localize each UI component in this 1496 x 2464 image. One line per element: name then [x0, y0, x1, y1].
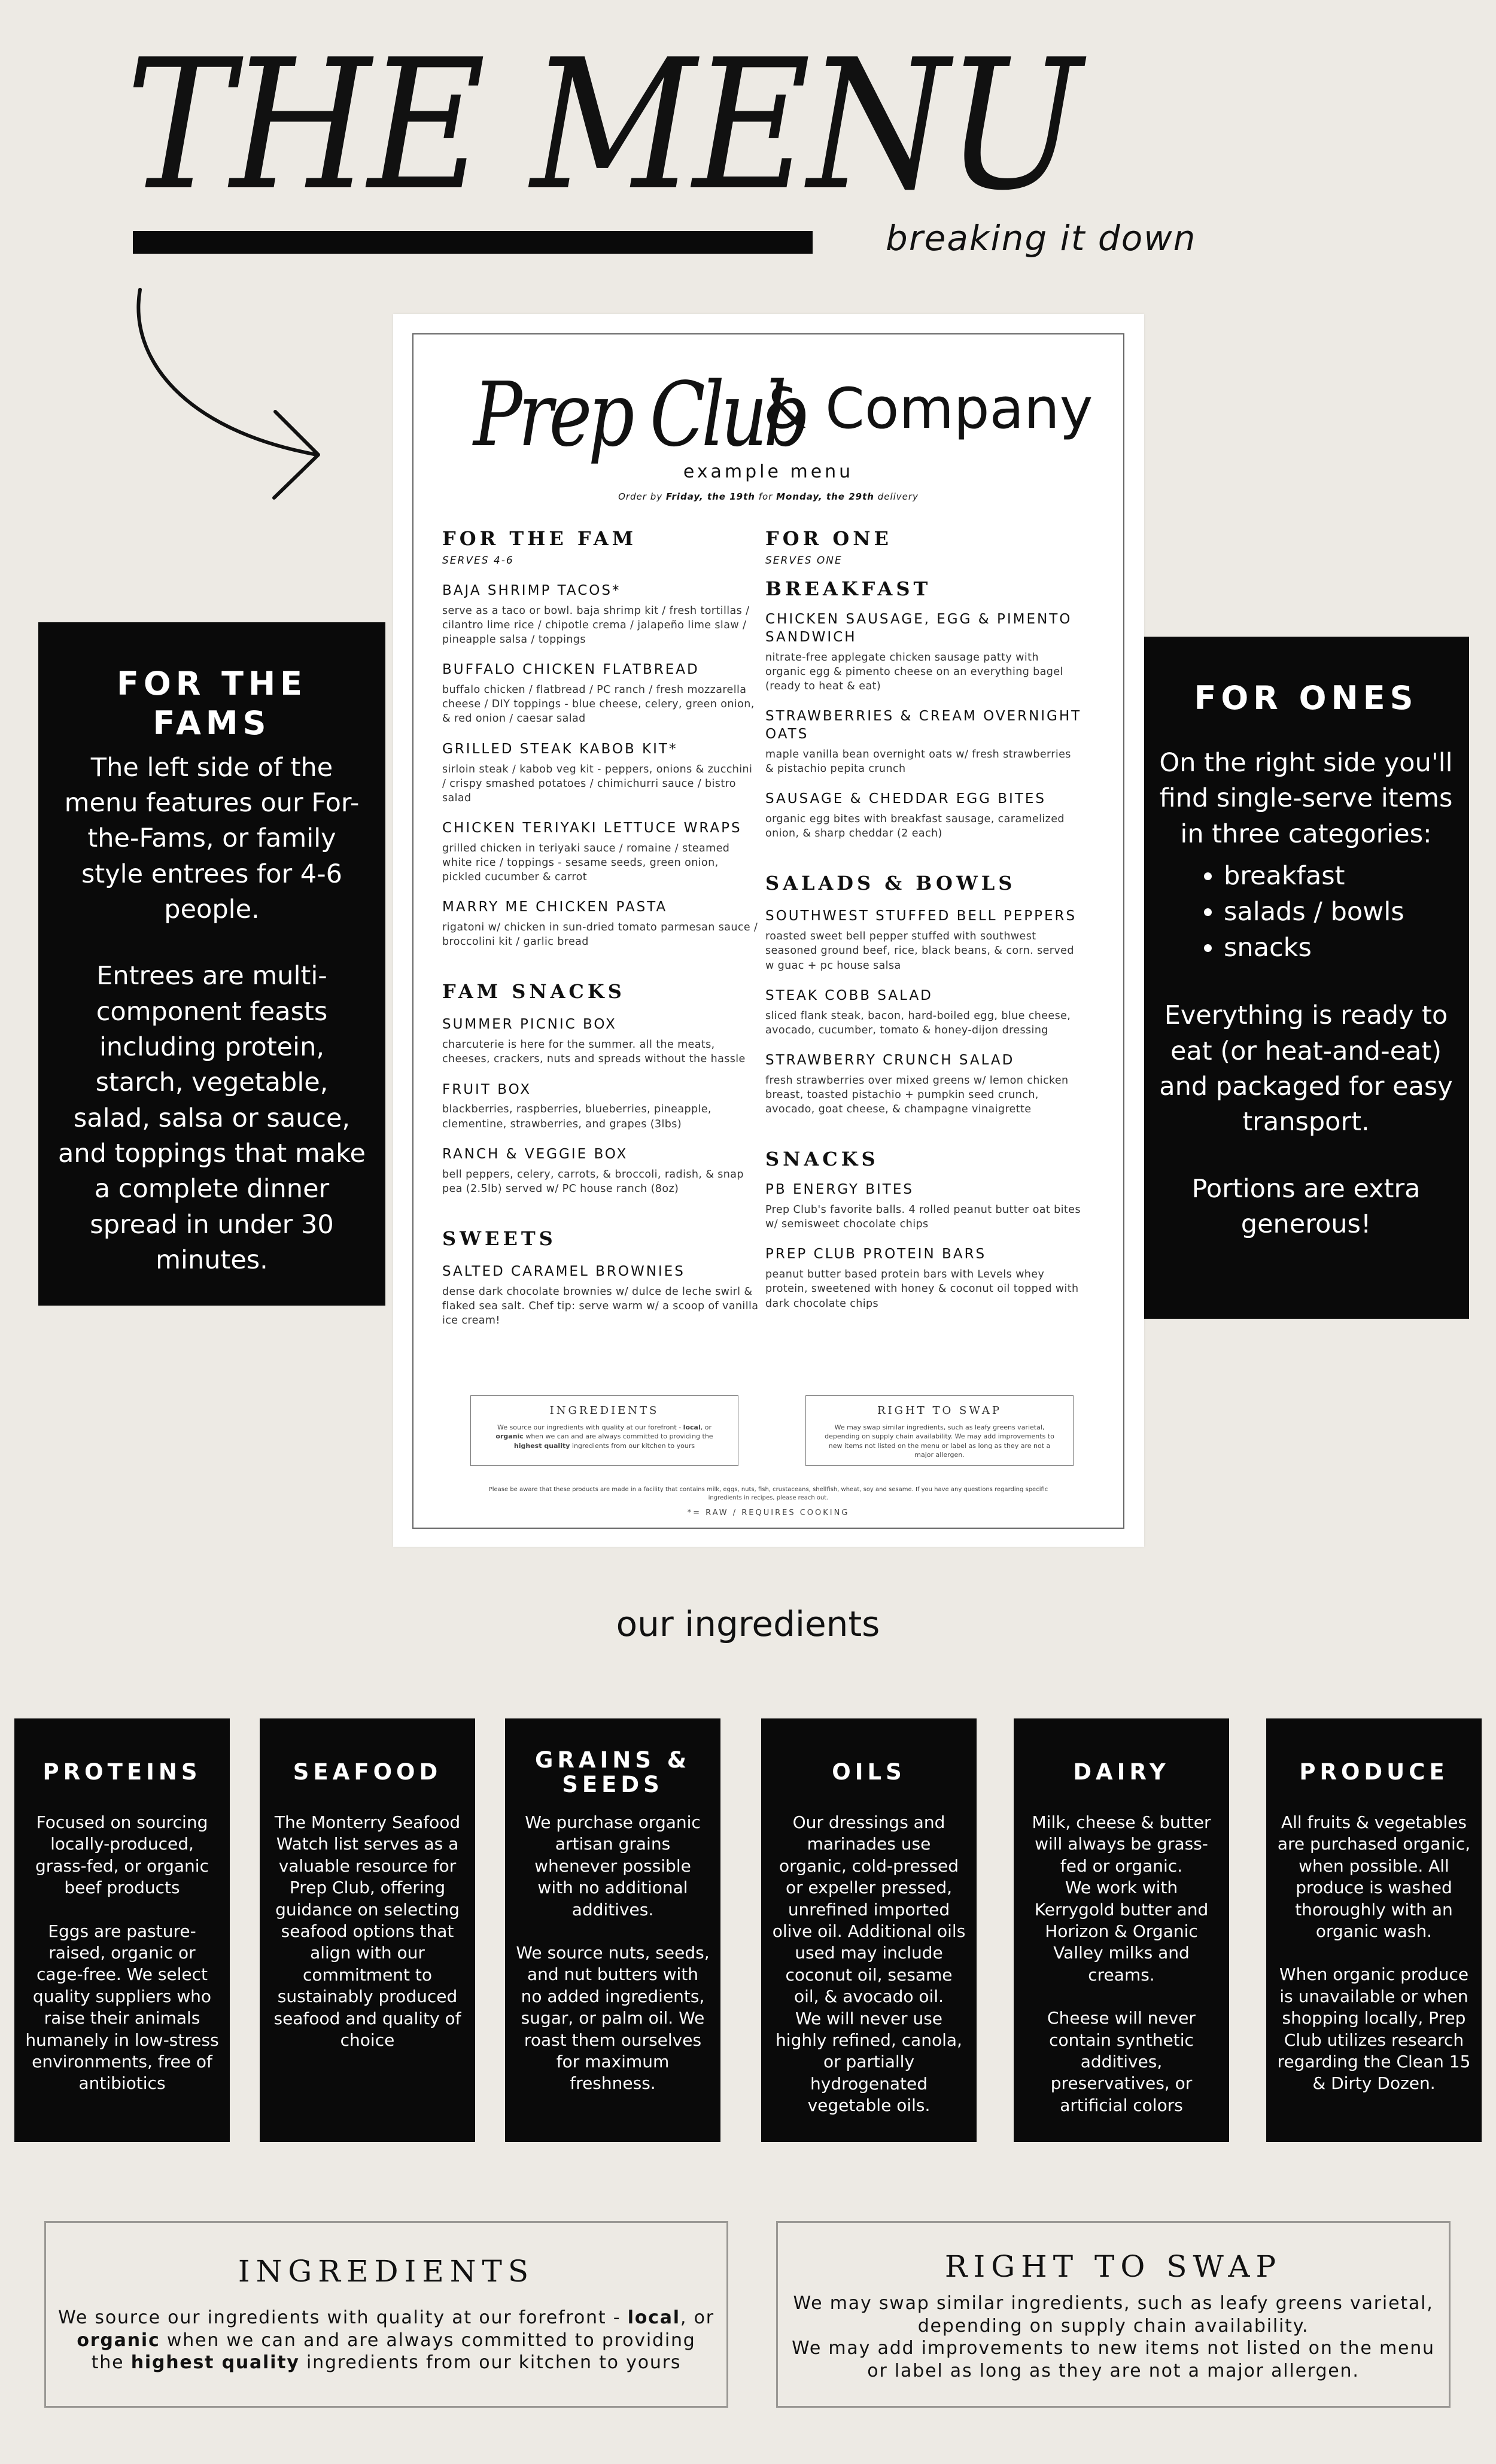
menu-item-desc: Prep Club's favorite balls. 4 rolled peanut butter oat bites w/ semisweet chocolate chips [765, 1204, 1081, 1231]
menu-item-name: SALTED CARAMEL BROWNIES [442, 1263, 685, 1279]
menu-item-desc: peanut butter based protein bars with Levels whey protein, sweetened with honey & coconut oil topped with dark chocolate chips [765, 1268, 1079, 1310]
ingredients-info-heading: INGREDIENTS [238, 2254, 535, 2289]
card-swap-box [805, 1395, 1074, 1466]
curved-arrow-icon [132, 287, 335, 503]
brand-company: & Company [764, 376, 1093, 442]
menu-subtitle: example menu [683, 461, 854, 482]
menu-item-name: STRAWBERRY CRUNCH SALAD [765, 1052, 1015, 1068]
ones-paragraph: Portions are extra generous! [1191, 1173, 1421, 1240]
for-the-fams-panel [38, 622, 385, 1306]
ingredient-card-dairy [1014, 1718, 1229, 2142]
right-to-swap-box [776, 2221, 1451, 2408]
ingredient-card-heading: PRODUCE [1299, 1759, 1449, 1785]
card-ingredients-heading: INGREDIENTS [549, 1404, 659, 1417]
raw-note: *= RAW / REQUIRES COOKING [687, 1508, 850, 1517]
ingredient-card-text: Focused on sourcing locally-produced, grass-fed, or organic beef products [35, 1812, 209, 1898]
menu-item-name: RANCH & VEGGIE BOX [442, 1146, 628, 1162]
title-underline-bar [133, 231, 813, 254]
menu-item [765, 908, 1083, 972]
example-menu-card [393, 314, 1144, 1547]
menu-item-desc: rigatoni w/ chicken in sun-dried tomato parmesan sauce / broccolini kit / garlic bread [442, 921, 758, 948]
menu-item-name: GRILLED STEAK KABOB KIT* [442, 741, 678, 757]
menu-item [442, 820, 759, 884]
menu-right-column [765, 527, 1083, 1325]
section-title: FAM SNACKS [442, 980, 625, 1003]
allergy-notice: Please be aware that these products are made in a facility that contains milk, eggs, nuts, fish, crustaceans, shellfish, wheat, soy and sesame. If you have any questions regarding specific ingredients in recipes, please reach out. [488, 1486, 1048, 1501]
menu-item-desc: dense dark chocolate brownies w/ dulce de leche swirl & flaked sea salt. Chef tip: serve warm w/ a scoop of vanilla ice cream! [442, 1285, 759, 1327]
ingredient-card-text: Cheese will never contain synthetic additives, preservatives, or artificial colors [1047, 2008, 1196, 2115]
ingredient-card-oils [761, 1718, 977, 2142]
ingredient-card-text: All fruits & vegetables are purchased organic, when possible. All produce is washed thoroughly with an organic wash. [1277, 1812, 1471, 1941]
list-item: • salads / bowls [1224, 894, 1457, 930]
ingredients-info-box [44, 2221, 728, 2408]
ingredient-card-text: Eggs are pasture-raised, organic or cage-free. We select quality suppliers who raise their animals humanely in low-stress environments, free of antibiotics [25, 1921, 219, 2094]
menu-item-desc: buffalo chicken / flatbread / PC ranch / fresh mozzarella cheese / DIY toppings - blue cheese, celery, green onion, & red onion / caesar salad [442, 684, 755, 725]
ingredient-card-heading: GRAINS & SEEDS [534, 1747, 691, 1797]
menu-item [442, 899, 759, 949]
for-ones-panel [1143, 637, 1469, 1319]
menu-item-desc: nitrate-free applegate chicken sausage patty with organic egg & pimento cheese on an everything bagel (ready to heat & eat) [765, 651, 1063, 693]
card-ingredients-text: We source our ingredients with quality at our forefront - local, or organic when we can and are always committed to providing the highest quality ingredients from our kitchen to yours [495, 1423, 713, 1450]
fams-paragraph: Entrees are multi-component feasts including protein, starch, vegetable, salad, salsa or sauce, and toppings that make a complete dinner spread in under 30 minutes. [58, 961, 366, 1276]
card-swap-heading: RIGHT TO SWAP [877, 1404, 1002, 1417]
menu-item [442, 1016, 759, 1066]
ingredient-card-text: Milk, cheese & butter will always be grass-fed or organic. [1032, 1812, 1211, 1876]
menu-item [442, 582, 759, 647]
ingredient-card-grains-seeds [505, 1718, 720, 2142]
menu-item-name: STRAWBERRIES & CREAM OVERNIGHT OATS [765, 708, 1082, 743]
ingredients-section-title: our ingredients [616, 1604, 880, 1644]
list-item: • breakfast [1224, 858, 1457, 894]
menu-item-name: BAJA SHRIMP TACOS* [442, 583, 621, 598]
menu-item-name: FRUIT BOX [442, 1081, 531, 1097]
ingredient-card-heading: DAIRY [1073, 1759, 1170, 1785]
ones-heading: FOR ONES [1194, 679, 1418, 717]
menu-item-desc: charcuterie is here for the summer. all the meats, cheeses, crackers, nuts and spreads without the hassle [442, 1039, 746, 1066]
ingredient-card-text: Our dressings and marinades use organic, cold-pressed or expeller pressed, unrefined imported olive oil. Additional oils used may include coconut oil, sesame oil, & avocado oil. [772, 1812, 966, 2007]
card-ingredients-box [470, 1395, 738, 1466]
menu-item-name: BUFFALO CHICKEN FLATBREAD [442, 662, 700, 678]
section-title: SALADS & BOWLS [765, 872, 1016, 895]
menu-item-desc: sliced flank steak, bacon, hard-boiled egg, blue cheese, avocado, cucumber, tomato & honey-dijon dressing [765, 1009, 1071, 1036]
menu-item-desc: blackberries, raspberries, blueberries, pineapple, clementine, strawberries, and grapes (3lbs) [442, 1103, 711, 1130]
menu-item-name: MARRY ME CHICKEN PASTA [442, 899, 668, 915]
menu-item-desc: serve as a taco or bowl. baja shrimp kit / fresh tortillas / cilantro lime rice / chipotle crema / jalapeño lime slaw / pineapple salsa / toppings [442, 604, 750, 646]
menu-item [765, 790, 1083, 841]
serves-note: SERVES 4-6 [442, 555, 514, 567]
menu-item [442, 741, 759, 805]
ingredient-card-text: We purchase organic artisan grains whenever possible with no additional additives. [525, 1812, 701, 1920]
menu-item [442, 661, 759, 726]
ingredient-card-text: The Monterry Seafood Watch list serves as a valuable resource for Prep Club, offering guidance on selecting seafood options that align with our commitment to sustainably produced seafood and quality of choice [273, 1812, 461, 2050]
menu-item [765, 1181, 1083, 1231]
menu-item [765, 1052, 1083, 1117]
ingredient-card-produce [1266, 1718, 1482, 2142]
ingredient-card-text: When organic produce is unavailable or when shopping locally, Prep Club utilizes research regarding the Clean 15 & Dirty Dozen. [1277, 1964, 1471, 2094]
menu-item-desc: maple vanilla bean overnight oats w/ fresh strawberries & pistachio pepita crunch [765, 748, 1071, 775]
menu-item [442, 1263, 759, 1328]
menu-item [442, 1146, 759, 1196]
right-to-swap-heading: RIGHT TO SWAP [944, 2249, 1282, 2284]
fams-paragraph: The left side of the menu features our For-the-Fams, or family style entrees for 4-6 people. [64, 752, 360, 925]
ingredient-card-proteins [14, 1718, 230, 2142]
ingredient-card-text: We will never use highly refined, canola, or partially hydrogenated vegetable oils. [776, 2008, 962, 2116]
right-to-swap-text: We may swap similar ingredients, such as leafy greens varietal, depending on supply chain availability. We may add improvements to new items not listed on the menu or label as long as they are not a major allergen. [792, 2293, 1435, 2381]
ingredient-card-text: We source nuts, seeds, and nut butters with no added ingredients, sugar, or palm oil. We roast them ourselves for maximum freshness. [516, 1942, 710, 2094]
menu-item-desc: roasted sweet bell pepper stuffed with southwest seasoned ground beef, rice, black beans, & corn. served w guac + pc house salsa [765, 930, 1074, 972]
ingredient-card-heading: OILS [832, 1759, 906, 1785]
ones-intro: On the right side you'll find single-serve items in three categories: [1159, 747, 1453, 849]
section-title: BREAKFAST [765, 577, 932, 600]
brand-logo: Prep Club [473, 363, 807, 466]
section-title: FOR THE FAM [442, 527, 637, 550]
ingredient-card-heading: PROTEINS [42, 1759, 202, 1785]
menu-item-desc: fresh strawberries over mixed greens w/ lemon chicken breast, toasted pistachio + pumpkin seed crunch, avocado, goat cheese, & champagne vinaigrette [765, 1074, 1069, 1116]
menu-item-desc: bell peppers, celery, carrots, & broccoli, radish, & snap pea (2.5lb) served w/ PC house ranch (8oz) [442, 1168, 744, 1195]
menu-item-name: CHICKEN TERIYAKI LETTUCE WRAPS [442, 820, 742, 836]
menu-item-name: SOUTHWEST STUFFED BELL PEPPERS [765, 908, 1077, 924]
order-deadline: Order by Friday, the 19th for Monday, the 29th delivery [618, 491, 919, 502]
menu-card-border [412, 333, 1124, 1529]
menu-item-name: CHICKEN SAUSAGE, EGG & PIMENTO SANDWICH [765, 612, 1072, 645]
menu-item-name: STEAK COBB SALAD [765, 987, 933, 1003]
menu-item [442, 1081, 759, 1131]
menu-left-column [442, 527, 759, 1342]
menu-item [765, 987, 1083, 1038]
menu-item-name: SAUSAGE & CHEDDAR EGG BITES [765, 791, 1047, 807]
menu-item-desc: organic egg bites with breakfast sausage, caramelized onion, & sharp cheddar (2 each) [765, 813, 1065, 840]
menu-item-name: PREP CLUB PROTEIN BARS [765, 1246, 987, 1263]
ingredient-card-heading: SEAFOOD [293, 1759, 442, 1785]
fams-heading: FOR THE FAMS [116, 665, 308, 742]
menu-item [765, 1246, 1083, 1310]
section-title: SNACKS [765, 1148, 879, 1171]
menu-item-name: SUMMER PICNIC BOX [442, 1017, 617, 1033]
list-item: • snacks [1224, 930, 1457, 966]
card-swap-text: We may swap similar ingredients, such as leafy greens varietal, depending on supply chain availability. We may add improvements to new items not listed on the menu or label as long as they are not a major allergen. [825, 1423, 1054, 1459]
menu-item [765, 708, 1083, 776]
page-subtitle: breaking it down [886, 218, 1197, 258]
ingredient-card-seafood [260, 1718, 475, 2142]
serves-note: SERVES ONE [765, 555, 843, 567]
page-title: THE MENU [126, 21, 1079, 230]
menu-item-desc: grilled chicken in teriyaki sauce / romaine / steamed white rice / toppings - sesame seeds, green onion, pickled cucumber & carrot [442, 842, 730, 884]
ones-paragraph: Everything is ready to eat (or heat-and-eat) and packaged for easy transport. [1159, 1000, 1453, 1137]
section-title: SWEETS [442, 1227, 557, 1250]
menu-item-name: PB ENERGY BITES [765, 1182, 914, 1198]
ingredients-info-text: We source our ingredients with quality at our forefront - local, or organic when we can and are always committed to providing the highest quality ingredients from our kitchen to yours [58, 2307, 714, 2373]
ingredient-card-text: We work with Kerrygold butter and Horizon & Organic Valley milks and creams. [1034, 1878, 1209, 1985]
section-title: FOR ONE [765, 527, 892, 550]
menu-item [765, 611, 1083, 693]
ones-category-list [1155, 858, 1457, 966]
menu-item-desc: sirloin steak / kabob veg kit - peppers, onions & zucchini / crispy smashed potatoes / chimichurri sauce / bistro salad [442, 763, 753, 804]
